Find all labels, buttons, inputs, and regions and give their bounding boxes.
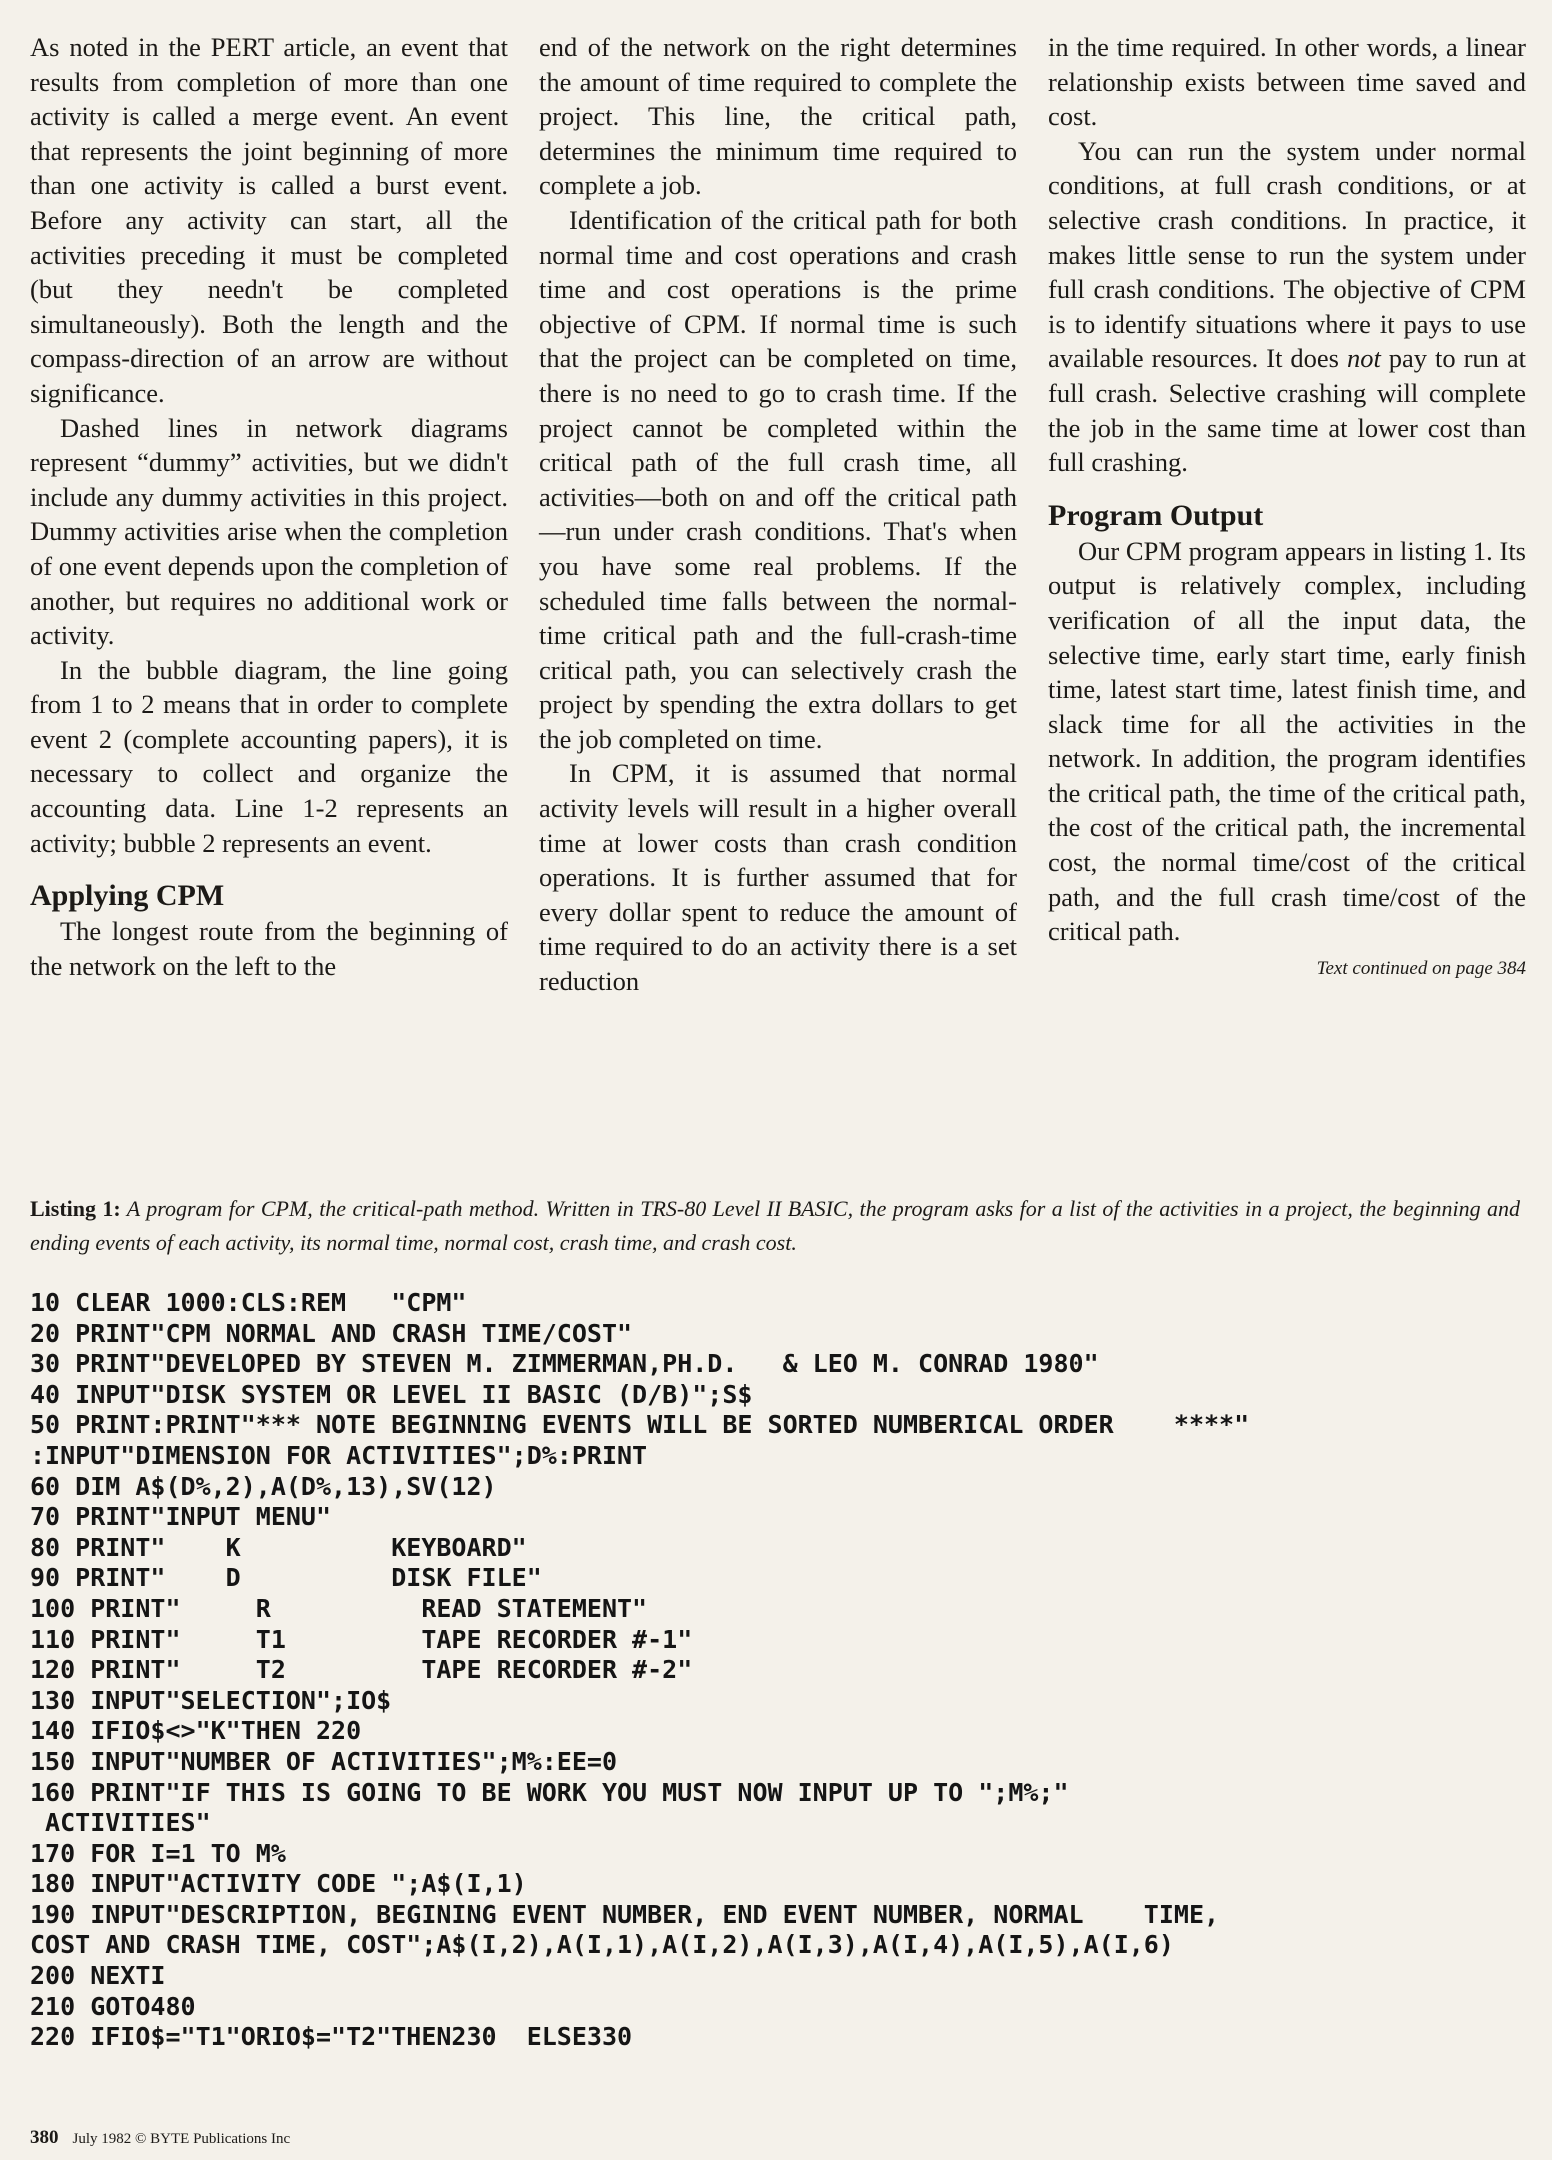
code-line: 110 PRINT" T1 TAPE RECORDER #-1" (30, 1624, 693, 1654)
code-listing (30, 1288, 1530, 2053)
code-line: ACTIVITIES" (30, 1808, 211, 1838)
paragraph: In the bubble diagram, the line going from 1 to 2 means that in order to complete event 2 (complete accounting papers), it is necessary to collect and organize the accounting data. Line 1-2 represents an activity; bubble 2 represents an event. (30, 654, 508, 858)
page-footer (30, 2128, 290, 2149)
paragraph (1048, 134, 1526, 480)
paragraph: end of the network on the right determines the amount of time required to complete the project. This line, the critical path, determines the minimum time required to complete a job. (539, 32, 1017, 201)
paragraph-text: You can run the system under normal conditions, at full crash conditions, or at selective crash conditions. In practice, it makes little sense to run the system under full crash conditions. The objective of CPM is to identify situations where it pays to use available resources. It does (1048, 135, 1526, 374)
article-column-2 (539, 30, 1017, 999)
code-line: 190 INPUT"DESCRIPTION, BEGINING EVENT NUMBER, END EVENT NUMBER, NORMAL TIME, (30, 1899, 1220, 1929)
code-line: 160 PRINT"IF THIS IS GOING TO BE WORK YOU MUST NOW INPUT UP TO ";M%;" (30, 1777, 1069, 1807)
page-number: 380 (30, 2127, 59, 2148)
code-line: 130 INPUT"SELECTION";IO$ (30, 1685, 392, 1715)
code-line: 220 IFIO$="T1"ORIO$="T2"THEN230 ELSE330 (30, 2022, 633, 2052)
code-line: 40 INPUT"DISK SYSTEM OR LEVEL II BASIC (D/B)";S$ (30, 1379, 753, 1409)
code-line: 50 PRINT:PRINT"*** NOTE BEGINNING EVENTS WILL BE SORTED NUMBERICAL ORDER ****" (30, 1410, 1250, 1440)
code-line: 120 PRINT" T2 TAPE RECORDER #-2" (30, 1655, 693, 1685)
listing-caption (30, 1192, 1520, 1260)
code-line: 70 PRINT"INPUT MENU" (30, 1502, 332, 1532)
emphasis: not (1346, 343, 1381, 374)
code-line: 10 CLEAR 1000:CLS:REM "CPM" (30, 1288, 467, 1317)
paragraph: Our CPM program appears in listing 1. Its output is relatively complex, including verification of all the input data, the selective time, early start time, early finish time, latest start time, latest finish time, and slack time for all the activities in the network. In addition, the program identifies the critical path, the time of the critical path, the cost of the critical path, the incremental cost, the normal time/cost of the critical path, and the full crash time/cost of the critical path. (1048, 535, 1526, 947)
code-line: 170 FOR I=1 TO M% (30, 1838, 286, 1868)
article-column-3 (1048, 30, 1526, 983)
paragraph: in the time required. In other words, a linear relationship exists between time saved and cost. (1048, 32, 1526, 132)
code-line: 30 PRINT"DEVELOPED BY STEVEN M. ZIMMERMAN,PH.D. & LEO M. CONRAD 1980" (30, 1349, 1099, 1379)
code-line: 100 PRINT" R READ STATEMENT" (30, 1593, 648, 1623)
code-line: 80 PRINT" K KEYBOARD" (30, 1532, 527, 1562)
caption-text: A program for CPM, the critical-path method. Written in TRS-80 Level II BASIC, the program asks for a list of the activities in a project, the beginning and ending events of each activity, its normal time, normal cost, crash time, and crash cost. (30, 1196, 1520, 1255)
paragraph: The longest route from the beginning of the network on the left to the (30, 916, 508, 981)
code-line: 180 INPUT"ACTIVITY CODE ";A$(I,1) (30, 1869, 527, 1899)
code-line: :INPUT"DIMENSION FOR ACTIVITIES";D%:PRINT (30, 1440, 648, 1470)
code-line: 210 GOTO480 (30, 1991, 196, 2021)
article-column-1 (30, 30, 508, 983)
section-heading: Program Output (1048, 498, 1264, 532)
paragraph-text: pay to run at full crash. Selective crashing will complete the job in the same time at lower cost than full crashing. (1048, 343, 1526, 478)
continued-note: Text continued on page 384 (1316, 957, 1526, 979)
code-line: 150 INPUT"NUMBER OF ACTIVITIES";M%:EE=0 (30, 1746, 617, 1776)
code-line: 90 PRINT" D DISK FILE" (30, 1563, 542, 1593)
code-line: 20 PRINT"CPM NORMAL AND CRASH TIME/COST" (30, 1318, 633, 1348)
code-line: 200 NEXTI (30, 1961, 166, 1991)
caption-label: Listing 1: (30, 1196, 121, 1221)
paragraph: Identification of the critical path for both normal time and cost operations and crash time and cost operations is the prime objective of CPM. If normal time is such that the project can be completed on time, there is no need to go to crash time. If the project cannot be completed within the critical path of the full crash time, all activities—both on and off the critical path—run under crash conditions. That's when you have some real problems. If the scheduled time falls between the normal-time critical path and the full-crash-time critical path, you can selectively crash the project by spending the extra dollars to get the job completed on time. (539, 204, 1017, 754)
code-line: 60 DIM A$(D%,2),A(D%,13),SV(12) (30, 1471, 497, 1501)
paragraph: Dashed lines in network diagrams represent “dummy” activities, but we didn't include any dummy activities in this project. Dummy activities arise when the completion of one event depends upon the completion of another, but requires no additional work or activity. (30, 412, 508, 651)
code-line: 140 IFIO$<>"K"THEN 220 (30, 1716, 362, 1746)
paragraph: In CPM, it is assumed that normal activity levels will result in a higher overall time at lower costs than crash condition operations. It is further assumed that for every dollar spent to reduce the amount of time required to do an activity there is a set reduction (539, 758, 1017, 997)
code-line: COST AND CRASH TIME, COST";A$(I,2),A(I,1),A(I,2),A(I,3),A(I,4),A(I,5),A(I,6) (30, 1930, 1174, 1960)
footer-text: July 1982 © BYTE Publications Inc (72, 2131, 291, 2147)
paragraph: As noted in the PERT article, an event that results from completion of more than one activity is called a merge event. An event that represents the joint beginning of more than one activity is called a burst event. Before any activity can start, all the activities preceding it must be completed (but they needn't be completed simultaneously). Both the length and the compass-direction of an arrow are without significance. (30, 32, 508, 408)
section-heading: Applying CPM (30, 879, 225, 913)
